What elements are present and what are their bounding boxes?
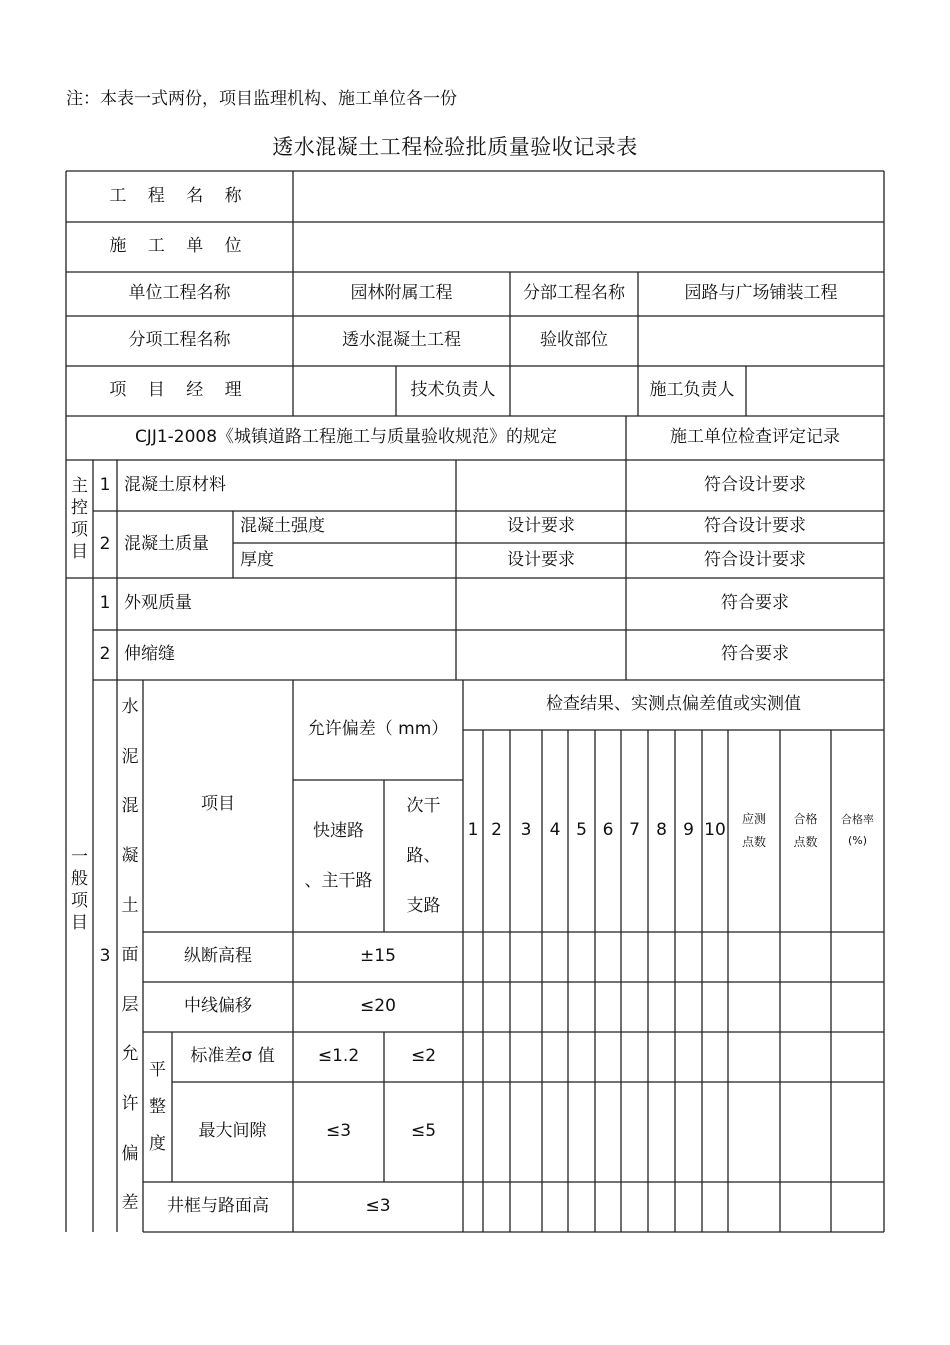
point-8-header: 8 — [656, 820, 667, 841]
construction-unit-label: 施 工 单 位 — [109, 236, 250, 257]
road-b-line: 路、 — [406, 846, 441, 866]
main-control-char: 控 — [71, 497, 88, 518]
main-control-char: 项 — [71, 520, 88, 540]
row-std-dev-b: ≤2 — [410, 1046, 437, 1067]
tolerance-header: 允许偏差（ mm） — [307, 719, 449, 740]
sub-project-label: 分部工程名称 — [523, 283, 625, 304]
spec-standard: CJJ1-2008《城镇道路工程施工与质量验收规范》的规定 — [134, 427, 558, 448]
item-header: 项目 — [201, 794, 235, 814]
concrete-strength-result: 符合设计要求 — [704, 516, 806, 537]
deviation-vertical-label — [117, 680, 143, 1232]
main-item-1-result: 符合设计要求 — [704, 474, 806, 495]
vertical-char: 差 — [121, 1193, 139, 1214]
flatness-label — [143, 1032, 172, 1182]
concrete-strength-label: 混凝土强度 — [240, 516, 325, 537]
project-name-label: 工 程 名 称 — [109, 185, 250, 206]
point-3-header: 3 — [520, 820, 532, 841]
row-manhole-value: ≤3 — [365, 1196, 391, 1217]
row-std-dev-name: 标准差σ 值 — [190, 1046, 275, 1067]
acceptance-part-label: 验收部位 — [540, 330, 608, 351]
pass-header-line: 合格 — [793, 812, 818, 827]
general-item-2-name: 伸缩缝 — [124, 644, 175, 665]
vertical-char: 偏 — [121, 1143, 139, 1164]
road-b-line: 支路 — [406, 896, 441, 916]
form-title: 透水混凝土工程检验批质量验收记录表 — [272, 135, 638, 159]
road-a-line: 快速路 — [313, 821, 364, 841]
row-centerline-name: 中线偏移 — [184, 996, 252, 1017]
pass-header — [780, 730, 831, 932]
project-name-field[interactable] — [293, 171, 884, 222]
construction-lead-field[interactable] — [746, 366, 884, 416]
vertical-char: 土 — [121, 895, 139, 916]
general-item-1-no: 1 — [99, 593, 111, 614]
general-item-2-result: 符合要求 — [721, 644, 789, 665]
construction-lead-label: 施工负责人 — [649, 380, 735, 401]
general-item-3-no: 3 — [99, 946, 111, 967]
flatness-char: 平 — [149, 1059, 166, 1080]
row-max-gap-name: 最大间隙 — [198, 1121, 267, 1142]
form-note: 注：本表一式两份，项目监理机构、施工单位各一份 — [66, 89, 457, 109]
tech-lead-label: 技术负责人 — [410, 380, 496, 401]
vertical-char: 允 — [121, 1044, 139, 1065]
point-6-header: 6 — [602, 820, 614, 841]
manager-field[interactable] — [293, 366, 396, 416]
count-header — [728, 730, 780, 932]
results-header: 检查结果、实测点偏差值或实测值 — [546, 694, 801, 715]
thickness-result: 符合设计要求 — [704, 549, 806, 570]
point-10-header: 10 — [704, 820, 726, 841]
general-group-label — [66, 820, 93, 960]
point-5-header: 5 — [576, 820, 587, 841]
vertical-char: 混 — [121, 796, 139, 817]
main-item-1-name: 混凝土原材料 — [124, 474, 226, 495]
item-project-value: 透水混凝土工程 — [342, 330, 461, 351]
general-item-1-result: 符合要求 — [721, 593, 789, 614]
general-char: 目 — [71, 913, 88, 934]
row-centerline-value: ≤20 — [360, 996, 396, 1017]
general-item-1-name: 外观质量 — [124, 593, 192, 614]
vertical-char: 层 — [121, 994, 139, 1015]
point-9-header: 9 — [683, 820, 694, 841]
main-control-group-label — [66, 460, 93, 578]
manager-label: 项 目 经 理 — [109, 380, 250, 401]
row-max-gap-a: ≤3 — [325, 1121, 352, 1142]
construction-unit-field[interactable] — [293, 222, 884, 272]
point-1-header: 1 — [467, 820, 479, 841]
rate-header — [831, 730, 884, 932]
rate-header-line: 合格率 — [841, 813, 874, 827]
pass-header-line: 点数 — [793, 835, 818, 849]
flatness-char: 度 — [149, 1133, 166, 1154]
row-manhole-name: 井框与路面高 — [167, 1196, 269, 1217]
thickness-label: 厚度 — [240, 549, 274, 570]
main-control-char: 主 — [71, 475, 88, 496]
road-b-line: 次干 — [406, 796, 441, 816]
tech-lead-field[interactable] — [510, 366, 638, 416]
flatness-char: 整 — [149, 1096, 166, 1117]
acceptance-part-field[interactable] — [638, 316, 884, 366]
concrete-strength-req: 设计要求 — [507, 516, 575, 537]
road-a-line: 、主干路 — [304, 871, 373, 891]
row-elevation-value: ±15 — [360, 946, 396, 967]
item-project-label: 分项工程名称 — [128, 330, 231, 351]
vertical-char: 泥 — [121, 746, 139, 767]
vertical-char: 水 — [121, 697, 139, 718]
general-char: 般 — [71, 868, 88, 889]
count-header-line: 应测 — [741, 812, 766, 827]
vertical-char: 面 — [121, 945, 139, 966]
road-b-header — [384, 780, 463, 932]
sub-project-value: 园路与广场铺装工程 — [684, 283, 838, 304]
unit-project-label: 单位工程名称 — [128, 283, 231, 304]
thickness-req: 设计要求 — [507, 549, 575, 570]
general-char: 一 — [71, 846, 88, 867]
unit-project-value: 园林附属工程 — [350, 283, 453, 304]
spec-check-record: 施工单位检查评定记录 — [670, 427, 840, 448]
road-a-header — [293, 780, 384, 932]
vertical-char: 许 — [121, 1093, 139, 1114]
main-item-1-no: 1 — [99, 474, 111, 495]
row-max-gap-b: ≤5 — [410, 1121, 437, 1142]
point-4-header: 4 — [549, 820, 561, 841]
row-elevation-name: 纵断高程 — [184, 946, 252, 967]
vertical-char: 凝 — [121, 846, 139, 867]
count-header-line: 点数 — [741, 835, 766, 849]
main-control-char: 目 — [71, 542, 88, 563]
point-2-header: 2 — [491, 820, 502, 841]
general-item-2-no: 2 — [99, 644, 111, 665]
row-std-dev-a: ≤1.2 — [317, 1046, 360, 1067]
main-item-2-no: 2 — [99, 533, 111, 554]
point-7-header: 7 — [629, 820, 640, 841]
general-char: 项 — [71, 891, 88, 911]
rate-header-line: (%) — [847, 834, 868, 847]
main-item-2-name: 混凝土质量 — [124, 533, 209, 554]
